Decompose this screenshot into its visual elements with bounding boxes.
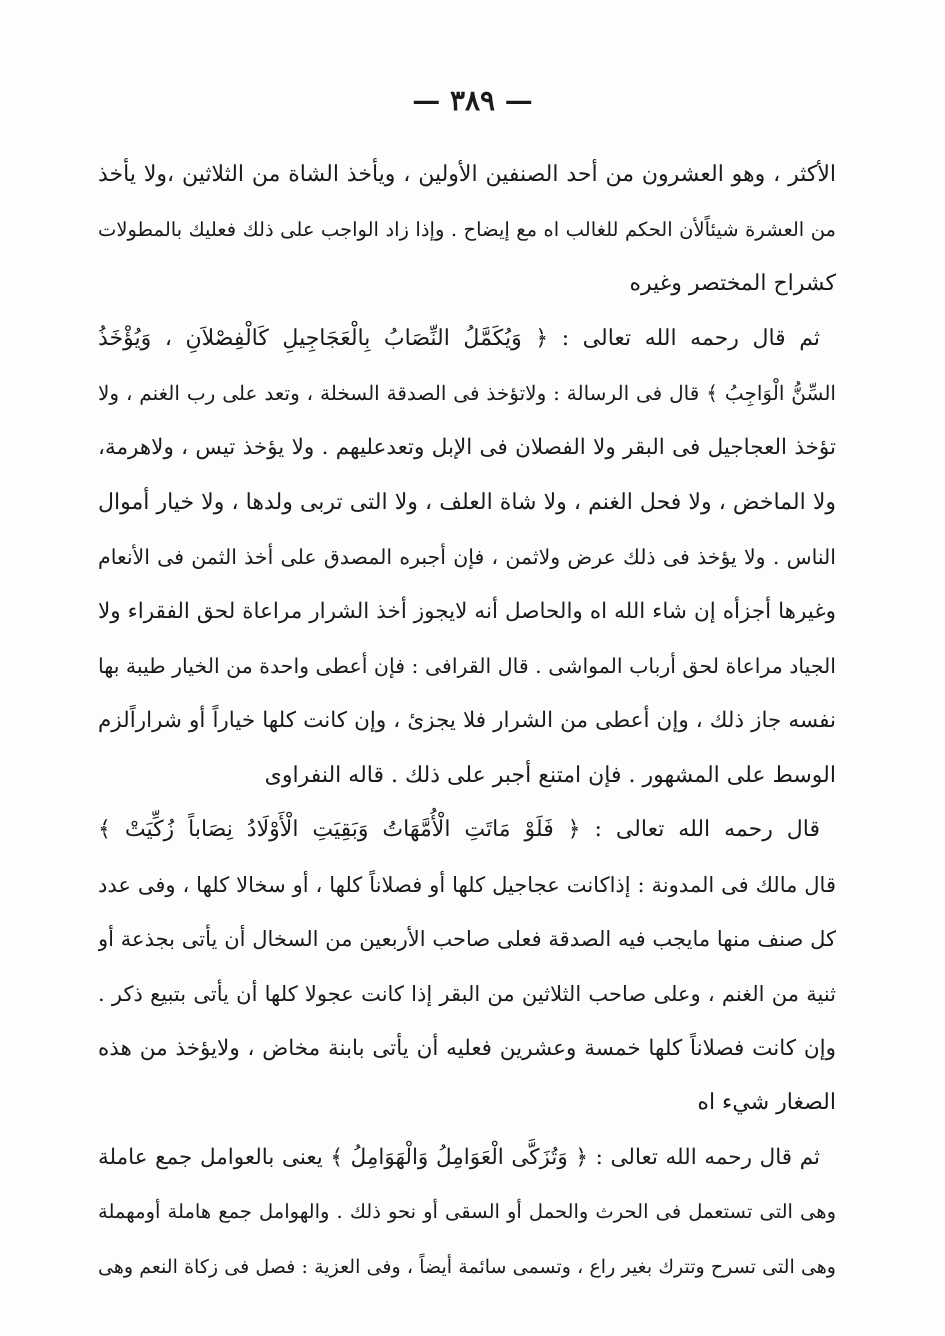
text-line: من العشرة شيئاًلأن الحكم للغالب اه مع إيضاح . وإذا زاد الواجب على ذلك فعليك بالمطولات: [98, 217, 836, 241]
text-line: ثم قال رحمه الله تعالى : ﴿ وَتُزَكَّى الْعَوَامِلُ وَالْهَوَامِلُ ﴾ يعنى بالعوامل جمع عاملة: [98, 1144, 820, 1170]
text-line: ثنية من الغنم ، وعلى صاحب الثلاثين من البقر إذا كانت عجولا كلها أن يأتى بتبيع ذكر .: [98, 981, 836, 1006]
text-line: الصغار شيء اه: [697, 1090, 836, 1116]
text-line: الأكثر ، وهو العشرون من أحد الصنفين الأولين ، ويأخذ الشاة من الثلاثين ،ولا يأخذ: [98, 162, 836, 187]
text-line: تؤخذ العجاجيل فى البقر ولا الفصلان فى الإبل وتعدعليهم . ولا يؤخذ تيس ، ولاهرمة،: [98, 434, 836, 460]
text-line: وهى التى تسرح وتترك بغير راع ، وتسمى سائمة أيضاً ، وفى العزية : فصل فى زكاة النعم وهى: [98, 1255, 836, 1278]
text-line: كشراح المختصر وغيره: [629, 271, 836, 297]
page-number: — ٣٨٩ —: [412, 84, 533, 117]
text-line: السِّنُّ الْوَاجِبُ ﴾ قال فى الرسالة : ولاتؤخذ فى الصدقة السخلة ، وتعد على رب الغنم ، ولا: [98, 381, 836, 406]
text-line: نفسه جاز ذلك ، وإن أعطى من الشرار فلا يجزئ ، وإن كانت كلها خياراً أو شراراًلزم: [98, 707, 836, 733]
text-line: ثم قال رحمه الله تعالى : ﴿ وَيُكَمَّلُ النِّصَابُ بِالْعَجَاجِيلِ كَالْفِصْلاَنِ ، وَيُؤْخَذُ: [98, 325, 820, 351]
text-line: ولا الماخض ، ولا فحل الغنم ، ولا شاة العلف ، ولا التى تربى ولدها ، ولا خيار أموال: [98, 489, 836, 515]
text-line: وهى التى تستعمل فى الحرث والحمل أو السقى أو نحو ذلك . والهوامل جمع هاملة أومهملة: [98, 1200, 836, 1224]
text-line: وإن كانت فصلاناً كلها خمسة وعشرين فعليه أن يأتى بابنة مخاض ، ولايؤخذ من هذه: [98, 1035, 836, 1061]
body-text: [98, 148, 836, 1294]
text-line: الوسط على المشهور . فإن امتنع أجبر على ذلك . قاله النفراوى: [264, 762, 836, 788]
text-line: قال مالك فى المدونة : إذاكانت عجاجيل كلها أو فصلاناً كلها ، أو سخالا كلها ، وفى عدد: [98, 872, 836, 897]
text-line: وغيرها أجزأه إن شاء الله اه والحاصل أنه لايجوز أخذ الشرار مراعاة لحق الفقراء ولا: [98, 598, 836, 624]
text-line: الناس . ولا يؤخذ فى ذلك عرض ولاثمن ، فإن أجبره المصدق على أخذ الثمن فى الأنعام: [98, 545, 836, 570]
text-line: قال رحمه الله تعالى : ﴿ فَلَوْ مَاتَتِ الْأُمَّهَاتُ وَبَقِيَتِ الْأَوْلَادُ نِصَاباً زُكِّيَتْ ﴾: [98, 817, 820, 843]
text-line: كل صنف منها مايجب فيه الصدقة فعلى صاحب الأربعين من السخال أن يأتى بجذعة أو: [98, 927, 836, 952]
text-line: الجياد مراعاة لحق أرباب المواشى . قال القرافى : فإن أعطى واحدة من الخيار طيبة بها: [98, 654, 836, 679]
